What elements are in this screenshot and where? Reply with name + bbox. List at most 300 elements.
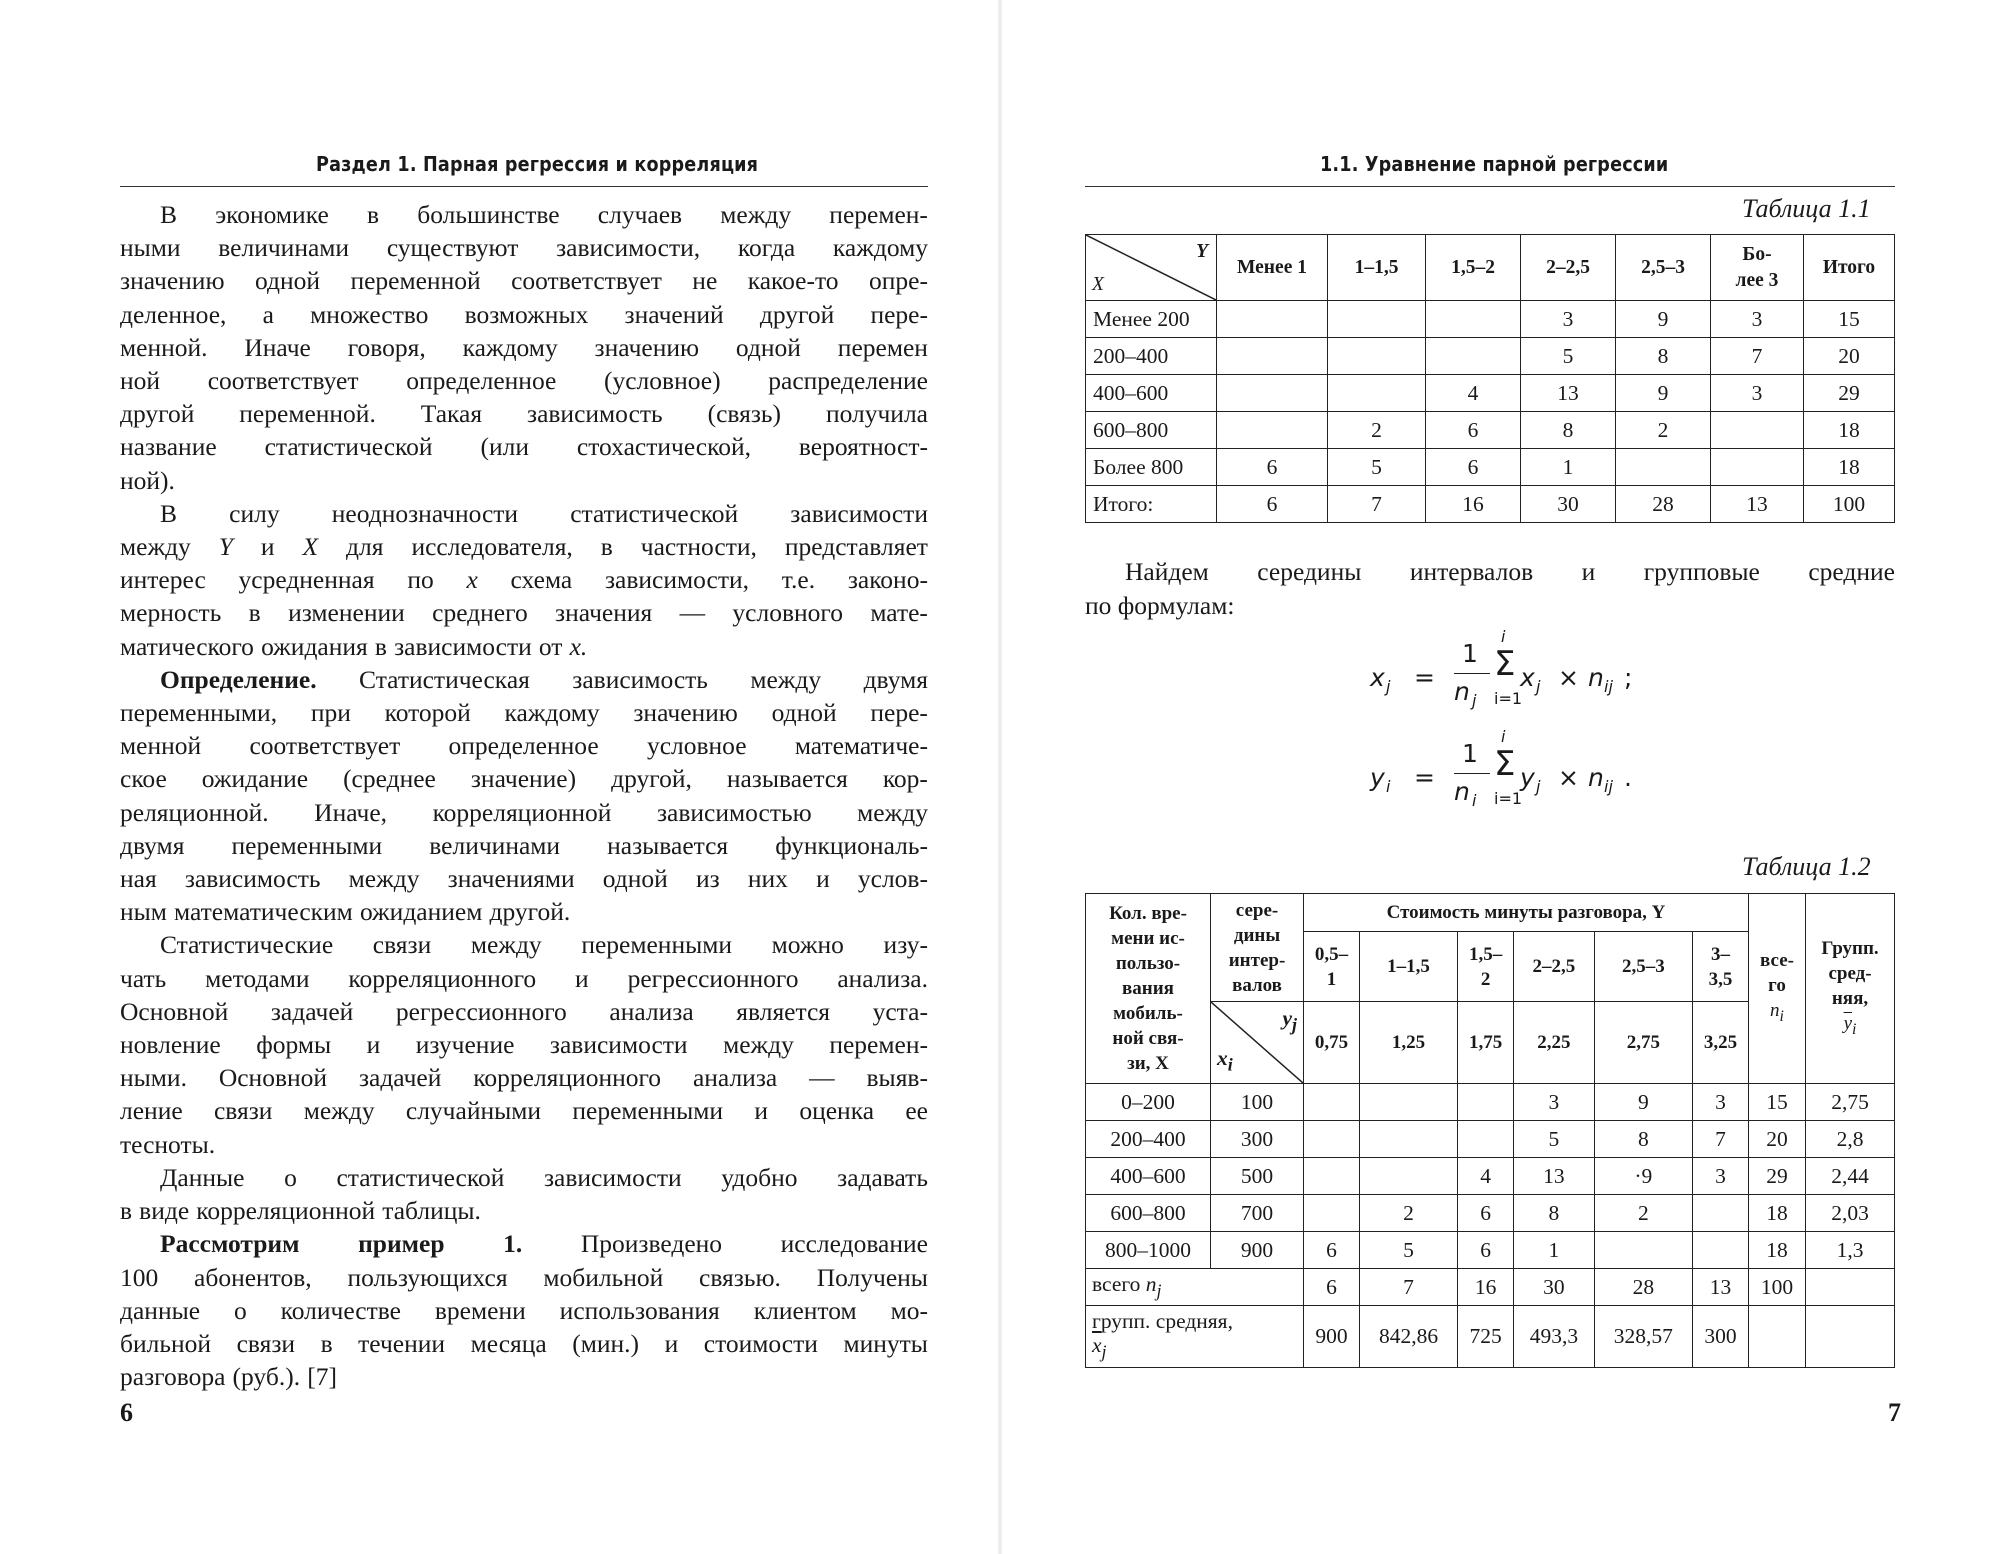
word: формы (256, 1030, 332, 1060)
table2-cell (1458, 1121, 1514, 1158)
avg-label-text: групп. средняя, (1092, 1309, 1233, 1334)
word: зависимостью (656, 797, 812, 827)
word: опре- (868, 266, 928, 296)
table1-cell: 9 (1616, 375, 1711, 412)
word: регрессионного (627, 963, 799, 993)
right-paragraph (1085, 555, 1895, 623)
formula-den: n (1454, 677, 1470, 706)
word: для (346, 532, 384, 562)
word: одной (602, 864, 668, 894)
word: в (374, 631, 387, 661)
table2-interval-header (1692, 932, 1748, 1002)
word: интерес (120, 565, 206, 595)
table1-row-label: 200–400 (1086, 338, 1217, 375)
word: корреляционного (473, 1063, 662, 1093)
word: множество (310, 299, 429, 329)
table2-cell: 5 (1514, 1121, 1595, 1158)
word: пере- (870, 299, 928, 329)
table2-total-row (1086, 1269, 1895, 1306)
word: изменении (288, 598, 405, 628)
word: (или (480, 432, 529, 462)
word: статистической (264, 432, 433, 462)
table1-cell (1328, 338, 1426, 375)
table1-row (1086, 412, 1895, 449)
table2-cell: ·9 (1594, 1158, 1692, 1195)
formula-n: n (1588, 763, 1604, 792)
word: интервалов (1409, 557, 1534, 586)
word: x. (569, 631, 588, 661)
table1-cell: 3 (1711, 375, 1804, 412)
header-line: интер- (1228, 949, 1286, 971)
table2-row-total: 29 (1749, 1158, 1806, 1195)
text-line (120, 928, 928, 961)
text-line (120, 829, 928, 862)
text-line (120, 331, 928, 364)
table1-cell: 2 (1616, 412, 1711, 449)
header-line: 1–1,5 (1387, 956, 1430, 977)
text-line (120, 796, 928, 829)
formula-sum-top: i (1501, 727, 1506, 746)
word: месяца (470, 1328, 547, 1358)
table1-col-header-part: лее 3 (1735, 269, 1779, 291)
formula-den-sub: i (1472, 791, 1477, 810)
word: стохастической, (576, 432, 751, 462)
formula-fraction-bar (1454, 773, 1490, 774)
formula-sigma: Σ (1494, 744, 1516, 784)
word: значения (555, 598, 653, 628)
table2-cell: 3 (1692, 1158, 1748, 1195)
formula-n-sub: ij (1604, 777, 1613, 796)
diag-x-sub: i (1227, 1054, 1233, 1074)
text-line (120, 1261, 928, 1294)
header-line: сред- (1828, 962, 1872, 984)
formula-sum-top: i (1501, 627, 1506, 646)
header-line: 0,5– (1314, 943, 1349, 965)
word: значениями (447, 864, 575, 894)
table1-cell: 29 (1804, 375, 1895, 412)
table1-cell (1426, 338, 1521, 375)
table2-row-total: 15 (1749, 1084, 1806, 1121)
total-sub: j (1156, 1280, 1162, 1301)
table2-caption: Таблица 1.2 (1742, 852, 1871, 881)
word: определенное (448, 731, 599, 761)
table2-header-cost: Стоимость минуты разговора, Y (1304, 894, 1749, 932)
word: одной (771, 698, 837, 728)
word: экономике (215, 200, 329, 229)
table1-cell: 8 (1616, 338, 1711, 375)
table1-col-header-part: Бо- (1742, 243, 1772, 265)
word: задачей (270, 996, 354, 1026)
word: название (120, 432, 217, 462)
table1-cell: 1 (1521, 449, 1616, 486)
word: Основной (120, 996, 229, 1026)
word: переменными (581, 930, 733, 960)
word: в (120, 1196, 133, 1226)
table1-row-label: Более 800 (1086, 449, 1217, 486)
word: является (736, 996, 830, 1026)
word: и (664, 1328, 679, 1358)
word: x (466, 565, 478, 595)
word: пере- (870, 698, 928, 728)
word: выяв- (866, 1063, 928, 1093)
word: при (310, 698, 351, 728)
word: Произведено (580, 1229, 723, 1259)
word: значению (594, 332, 700, 362)
table1-col-header: 1–1,5 (1328, 235, 1426, 301)
header-line: 3– (1710, 943, 1730, 965)
word: 1. (503, 1229, 523, 1259)
header-line: Групп. (1821, 937, 1879, 959)
table2-row-label: 200–400 (1086, 1121, 1211, 1158)
table2-mid-y: 1,75 (1458, 1002, 1514, 1084)
table1-cell (1328, 301, 1426, 338)
word: каждому (832, 233, 928, 263)
table1-corner-y: Y (1196, 241, 1208, 262)
word: среднего (432, 598, 528, 628)
word: таблицы. (382, 1196, 481, 1226)
word: другой (120, 399, 195, 429)
word: о (233, 1295, 247, 1325)
word: ная (120, 864, 157, 894)
word: ной (120, 366, 161, 396)
table2-interval-header (1304, 932, 1360, 1002)
formula-n-sub: ij (1604, 677, 1613, 696)
word: задавать (837, 1162, 928, 1192)
diag-y-sub: j (1292, 1014, 1297, 1035)
word: и (260, 532, 275, 562)
ni-symbol: n (1770, 1000, 1780, 1022)
table1-cell (1426, 301, 1521, 338)
table1-cell: 3 (1711, 301, 1804, 338)
table1-cell: 7 (1711, 338, 1804, 375)
word: (среднее (343, 764, 436, 794)
word: перемен (837, 332, 928, 362)
formula-term: x (1520, 663, 1535, 692)
table1-row-label: 400–600 (1086, 375, 1217, 412)
table2-row-total: 18 (1749, 1195, 1806, 1232)
word: функциональ- (775, 830, 928, 860)
word: зависимость (184, 864, 321, 894)
word: двумя (863, 664, 928, 694)
table2-empty (1806, 1269, 1895, 1306)
word: т.е. (781, 565, 816, 595)
word: неоднозначности (331, 498, 519, 528)
word: ными. (120, 1063, 187, 1093)
table1-row-label: Менее 200 (1086, 301, 1217, 338)
formula-lhs-sub: j (1386, 677, 1391, 696)
table2-header-x (1086, 894, 1211, 1084)
table2-row-label: 800–1000 (1086, 1232, 1211, 1269)
word: В (160, 200, 178, 229)
table1-cell: 13 (1521, 375, 1616, 412)
table1-cell: 30 (1521, 486, 1616, 523)
table1-corner-x: X (1092, 274, 1104, 295)
formula-end: ; (1624, 663, 1633, 692)
word: законо- (847, 565, 928, 595)
header-line: зи, X (1127, 1053, 1169, 1074)
table2-row (1086, 1121, 1895, 1158)
word: и (754, 1096, 769, 1126)
word: мерность (120, 598, 222, 628)
word: двумя (120, 830, 185, 860)
formula-lhs: y (1370, 763, 1385, 792)
header-line: ной свя- (1112, 1028, 1184, 1049)
table2-cell: 13 (1514, 1158, 1595, 1195)
word: времени (434, 1295, 526, 1325)
formula-num: 1 (1462, 739, 1478, 768)
word: данные (120, 1295, 201, 1325)
word: между (750, 664, 822, 694)
text-line (120, 862, 928, 895)
table2-row-avg: 2,44 (1806, 1158, 1895, 1195)
word: ожиданием (359, 897, 483, 927)
table1-row (1086, 301, 1895, 338)
table2-cell (1458, 1084, 1514, 1121)
total-sym: n (1145, 1272, 1157, 1297)
word: виде (139, 1196, 190, 1226)
text-line (120, 1360, 928, 1393)
table2-mid-y: 1,25 (1359, 1002, 1457, 1084)
table1-corner-cell (1086, 235, 1217, 301)
table1-cell (1217, 338, 1328, 375)
text-line (120, 1028, 928, 1061)
word: одной (254, 266, 320, 296)
left-page-number: 6 (120, 1398, 133, 1427)
word: существуют (386, 233, 519, 263)
table1-col-header: 2,5–3 (1616, 235, 1711, 301)
word: пример (358, 1229, 445, 1259)
table2-mid-y: 3,25 (1692, 1002, 1748, 1084)
word: ее (905, 1096, 928, 1126)
table2-cell: 3 (1514, 1084, 1595, 1121)
table1-cell: 5 (1521, 338, 1616, 375)
table2-empty (1749, 1306, 1806, 1368)
word: (руб.). (232, 1362, 301, 1392)
table2-row-label: 600–800 (1086, 1195, 1211, 1232)
table1-col-header: Менее 1 (1217, 235, 1328, 301)
table1-col-header (1711, 235, 1804, 301)
word: можно (771, 930, 844, 960)
word: по (407, 565, 434, 595)
header-line: няя, (1831, 987, 1869, 1009)
table2-cell (1594, 1232, 1692, 1269)
word: [7] (307, 1362, 337, 1392)
word: о (284, 1162, 297, 1192)
table1-col-header: 1,5–2 (1426, 235, 1521, 301)
table2-avg-cell: 328,57 (1594, 1306, 1692, 1368)
word: зависимости (790, 498, 928, 528)
header-line: 2,5–3 (1621, 956, 1665, 977)
word: представляет (784, 532, 928, 562)
word: (мин.) (572, 1328, 640, 1358)
table2-cell: 1 (1514, 1232, 1595, 1269)
formula-sigma: Σ (1494, 644, 1516, 684)
table2-cell: 4 (1458, 1158, 1514, 1195)
word: Данные (160, 1162, 245, 1192)
text-line (120, 1094, 928, 1127)
table2-row-mid: 500 (1211, 1158, 1304, 1195)
word: условное (646, 731, 747, 761)
text-line (120, 696, 928, 729)
word: схема (510, 565, 573, 595)
right-running-header: 1.1. Уравнение парной регрессии (1320, 152, 1669, 176)
avg-sym: $\overline{x}$ (1092, 1333, 1102, 1358)
word: величинами (429, 830, 561, 860)
table1-row (1086, 486, 1895, 523)
table1-cell (1616, 449, 1711, 486)
word: каждому (462, 332, 558, 362)
word: из (695, 864, 720, 894)
table2-total-cell: 30 (1514, 1269, 1595, 1306)
word: корреляционной (196, 1196, 376, 1226)
word: и (366, 1030, 381, 1060)
word: зависимость (527, 399, 663, 429)
paragraph-end: по формулам: (1085, 591, 1235, 620)
table1-cell: 5 (1328, 449, 1426, 486)
table1-cell (1217, 375, 1328, 412)
word: связи (213, 1096, 273, 1126)
table2-cell (1359, 1121, 1457, 1158)
word: корреляционной (432, 797, 612, 827)
text-line (120, 1061, 928, 1094)
header-line: мобиль- (1113, 1003, 1183, 1024)
word: одной (735, 332, 801, 362)
word: уста- (872, 996, 928, 1026)
formula-sum-bot: i=1 (1494, 789, 1523, 808)
word: абонентов, (194, 1262, 312, 1292)
word: переменной. (239, 399, 376, 429)
word: между (857, 797, 928, 827)
text-line (120, 364, 928, 397)
word: средние (1808, 557, 1895, 586)
right-header-rule (1085, 186, 1895, 187)
table2-total-cell: 13 (1692, 1269, 1748, 1306)
word: силу (229, 498, 280, 528)
header-line: 3,5 (1708, 968, 1733, 990)
table2-interval-header (1458, 932, 1514, 1002)
table1-cell (1217, 301, 1328, 338)
table2-row-mid: 300 (1211, 1121, 1304, 1158)
word: и (816, 864, 830, 894)
header-line: мени ис- (1111, 928, 1185, 949)
word: значение) (470, 764, 577, 794)
formula-times: × (1558, 763, 1579, 792)
table2-cell (1359, 1084, 1457, 1121)
word: статистической (336, 1162, 505, 1192)
formula-term: y (1520, 763, 1535, 792)
word: клиентом (753, 1295, 857, 1325)
total-label-text: всего (1092, 1272, 1141, 1297)
table1-cell: 2 (1328, 412, 1426, 449)
word: зависимости (543, 1162, 682, 1192)
table2-row (1086, 1158, 1895, 1195)
word: случаев (597, 200, 683, 229)
table1-cell: 18 (1804, 412, 1895, 449)
table2-total-cell: 6 (1304, 1269, 1360, 1306)
word: случайными (405, 1096, 542, 1126)
table1-row (1086, 338, 1895, 375)
table1-cell: 6 (1426, 412, 1521, 449)
word: течении (358, 1328, 446, 1358)
header-line: 1 (1326, 968, 1337, 990)
word: методами (205, 963, 310, 993)
table2-cell (1304, 1158, 1360, 1195)
header-line: дины (1233, 924, 1281, 946)
word: и (575, 963, 589, 993)
word: мате- (870, 598, 928, 628)
word: удобно (721, 1162, 798, 1192)
table2-interval-header (1359, 932, 1457, 1002)
word: Иначе (244, 332, 311, 362)
header-line: Кол. вре- (1109, 903, 1187, 924)
right-page (1000, 0, 2000, 1554)
text-line (120, 497, 928, 530)
table2-row-label: 0–200 (1086, 1084, 1211, 1121)
word: ожидания (261, 631, 368, 661)
word: ление (120, 1096, 183, 1126)
ybar-sub: i (1852, 1020, 1857, 1038)
word: Такая (420, 399, 483, 429)
text-line (120, 1161, 928, 1194)
table2-row-avg: 1,3 (1806, 1232, 1895, 1269)
word: называется (607, 830, 729, 860)
word: корреляционного (348, 963, 537, 993)
table1-cell: 18 (1804, 449, 1895, 486)
table1-cell: 16 (1426, 486, 1521, 523)
word: другой, (611, 764, 692, 794)
word: В (160, 498, 178, 528)
table2-cell: 5 (1359, 1232, 1457, 1269)
word: исследователя, (411, 532, 573, 562)
word: в (248, 598, 261, 628)
word: задачей (358, 1063, 442, 1093)
word: получила (825, 399, 928, 429)
table2-cell (1692, 1195, 1748, 1232)
formula-x-group-mean (1370, 627, 1670, 725)
text-line (120, 231, 928, 264)
text-line (120, 298, 928, 331)
word: другой. (489, 897, 571, 927)
table1-caption: Таблица 1.1 (1742, 194, 1871, 223)
word: перемен- (829, 1030, 928, 1060)
table2-cell: 2 (1359, 1195, 1457, 1232)
avg-sub: j (1101, 1341, 1107, 1362)
table2-row-mid: 900 (1211, 1232, 1304, 1269)
text-line (120, 1294, 928, 1327)
header-line: валов (1232, 974, 1282, 996)
table2-grand-total: 100 (1749, 1269, 1806, 1306)
word: какое-то (747, 266, 839, 296)
text-line (120, 762, 928, 795)
text-line (120, 729, 928, 762)
table2-cell (1359, 1158, 1457, 1195)
word: ным (120, 897, 167, 927)
table2-header-mid (1211, 894, 1304, 1002)
table2-cell: 6 (1304, 1232, 1360, 1269)
word: анализа (692, 1063, 778, 1093)
word: пользующихся (347, 1262, 508, 1292)
word: Найдем (1125, 557, 1209, 586)
table1-cell (1711, 412, 1804, 449)
formula-num: 1 (1462, 639, 1478, 668)
diag-y-symbol: y (1282, 1006, 1293, 1030)
word: в (600, 532, 613, 562)
table2-total-label (1086, 1269, 1304, 1306)
table2-row-total: 18 (1749, 1232, 1806, 1269)
text-line (120, 663, 928, 696)
word: между (723, 1030, 794, 1060)
table2-mid-y: 2,25 (1514, 1002, 1595, 1084)
